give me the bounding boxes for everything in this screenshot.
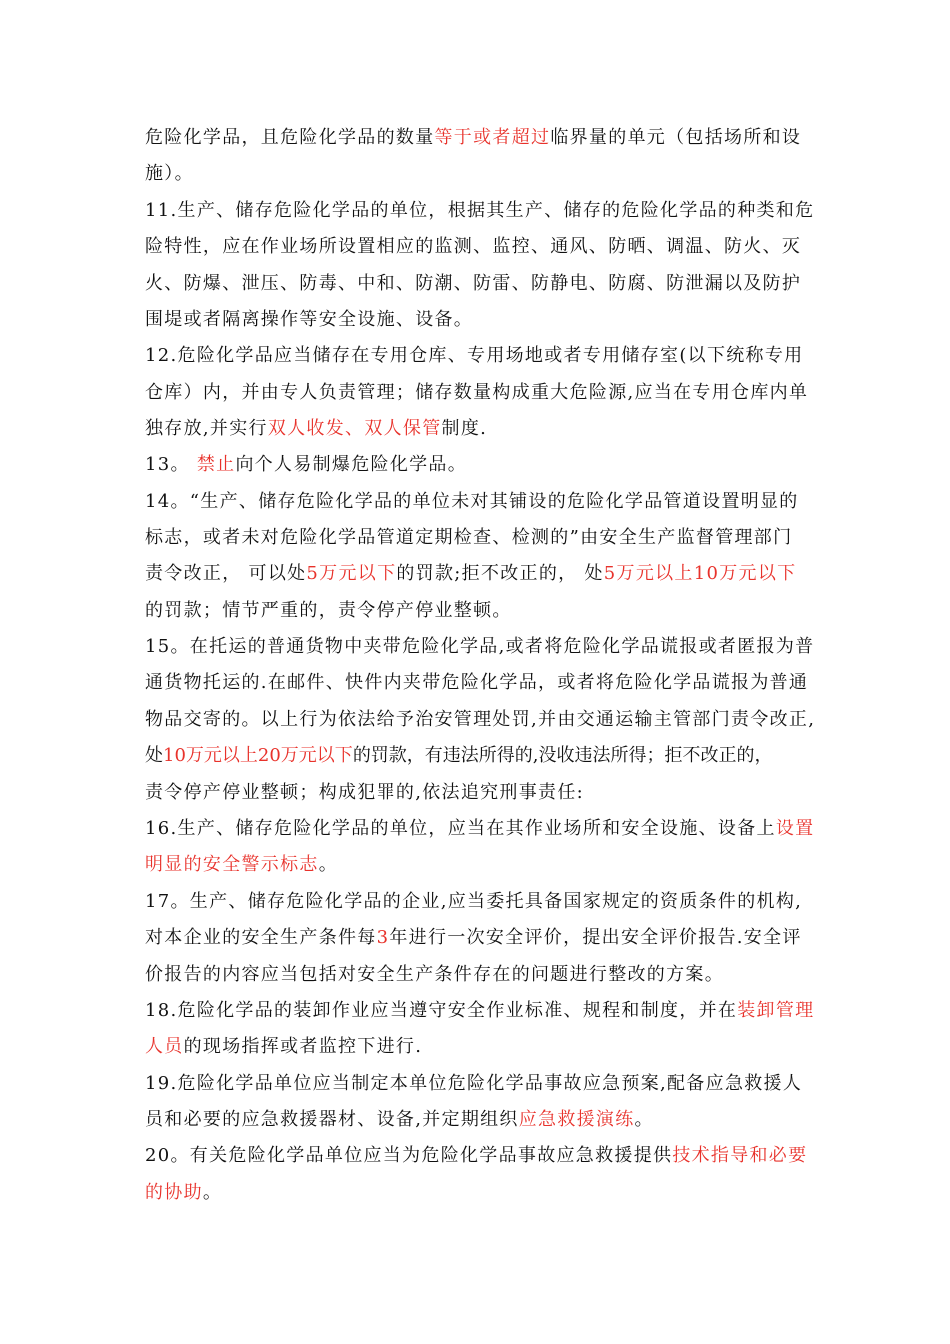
text-line [145, 1141, 817, 1171]
text-line [145, 668, 817, 698]
text-segment: 14。“生产、储存危险化学品的单位未对其铺设的危险化学品管道设置明显的 [145, 491, 799, 512]
text-segment: 危险化学品，且危险化学品的数量 [145, 127, 435, 148]
text-line [145, 378, 817, 408]
text-segment: 的罚款；情节严重的，责令停产停业整顿。 [145, 600, 512, 621]
text-line [145, 1032, 817, 1062]
text-segment: 20。有关危险化学品单位应当为危险化学品事故应急救援提供 [145, 1145, 673, 1166]
text-segment: 18.危险化学品的装卸作业应当遵守安全作业标准、规程和制度，并在 [145, 1000, 738, 1021]
text-segment: 。 [202, 1182, 223, 1203]
text-segment: 的现场指挥或者监控下进行. [183, 1036, 423, 1057]
highlighted-text: 人员 [145, 1036, 184, 1057]
highlighted-text: 等于或者超过 [434, 127, 551, 148]
text-segment: 独存放,并实行 [145, 418, 268, 439]
highlighted-text: 技术指导和必要 [672, 1145, 808, 1166]
highlighted-text: 3 [376, 927, 390, 948]
text-line [145, 741, 817, 771]
text-line [145, 632, 817, 662]
text-segment: 的罚款;拒不改正的， 处 [396, 563, 604, 584]
highlighted-text: 的协助 [145, 1182, 203, 1203]
text-line [145, 341, 817, 371]
text-line [145, 923, 817, 953]
text-segment: 责令停产停业整顿；构成犯罪的,依法追究刑事责任: [145, 782, 584, 803]
text-segment: 临界量的单元（包括场所和设 [550, 127, 802, 148]
text-segment: 15。在托运的普通货物中夹带危险化学品,或者将危险化学品谎报或者匿报为普 [145, 636, 815, 657]
text-line [145, 196, 817, 226]
text-line [145, 887, 817, 917]
text-line [145, 778, 817, 808]
text-segment: 标志，或者未对危险化学品管道定期检查、检测的”由安全生产监督管理部门 [145, 527, 793, 548]
text-segment: 。 [634, 1109, 654, 1130]
highlighted-text: 明显的安全警示标志 [145, 854, 319, 875]
text-segment: 11.生产、储存危险化学品的单位，根据其生产、储存的危险化学品的种类和危 [145, 200, 815, 221]
highlighted-text: 5万元以上10万元以下 [603, 563, 797, 584]
text-line [145, 1069, 817, 1099]
text-segment: 险特性，应在作业场所设置相应的监测、监控、通风、防晒、调温、防火、灭 [145, 236, 802, 257]
text-line [145, 1105, 817, 1135]
text-segment: 施）。 [145, 163, 194, 184]
text-line [145, 414, 817, 444]
text-line [145, 814, 817, 844]
text-segment: 仓库）内，并由专人负责管理；储存数量构成重大危险源,应当在专用仓库内单 [145, 382, 809, 403]
text-segment: 年进行一次安全评价，提出安全评价报告.安全评 [389, 927, 802, 948]
text-line [145, 559, 817, 589]
text-segment: 责令改正， 可以处 [145, 563, 307, 584]
highlighted-text: 设置 [775, 818, 815, 839]
text-line [145, 705, 817, 735]
highlighted-text: 装卸管理 [737, 1000, 815, 1021]
text-line [145, 960, 817, 990]
text-segment: 13。 [145, 454, 197, 475]
text-line [145, 450, 817, 480]
highlighted-text: 应急救援演练 [518, 1109, 635, 1130]
text-line [145, 523, 817, 553]
text-line [145, 305, 817, 335]
text-segment: 围堤或者隔离操作等安全设施、设备。 [145, 309, 474, 330]
text-line [145, 596, 817, 626]
text-line [145, 123, 817, 153]
text-segment: 处 [145, 745, 163, 766]
text-segment: 16.生产、储存危险化学品的单位，应当在其作业场所和安全设施、设备上 [145, 818, 776, 839]
text-segment: 火、防爆、泄压、防毒、中和、防潮、防雷、防静电、防腐、防泄漏以及防护 [145, 273, 802, 294]
text-segment: 12.危险化学品应当储存在专用仓库、专用场地或者专用储存室(以下统称专用 [145, 345, 804, 366]
text-segment: 制度. [441, 418, 488, 439]
text-segment: 19.危险化学品单位应当制定本单位危险化学品事故应急预案,配备应急救援人 [145, 1073, 803, 1094]
text-line [145, 1178, 817, 1208]
text-segment: 的罚款，有违法所得的,没收违法所得；拒不改正的， [352, 745, 773, 766]
text-line [145, 159, 817, 189]
text-segment: 向个人易制爆危险化学品。 [235, 454, 468, 475]
highlighted-text: 双人收发、双人保管 [267, 418, 442, 439]
text-line [145, 269, 817, 299]
text-line [145, 996, 817, 1026]
highlighted-text: 5万元以下 [306, 563, 397, 584]
text-line [145, 487, 817, 517]
text-line [145, 232, 817, 262]
highlighted-text: 禁止 [196, 454, 236, 475]
text-segment: 17。生产、储存危险化学品的企业,应当委托具备国家规定的资质条件的机构, [145, 891, 803, 912]
text-segment: 对本企业的安全生产条件每 [145, 927, 377, 948]
text-segment: 通货物托运的.在邮件、快件内夹带危险化学品，或者将危险化学品谎报为普通 [145, 672, 809, 693]
highlighted-text: 10万元以上20万元以下 [163, 745, 353, 766]
text-segment: 价报告的内容应当包括对安全生产条件存在的问题进行整改的方案。 [145, 964, 724, 985]
text-segment: 员和必要的应急救援器材、设备,并定期组织 [145, 1109, 519, 1130]
text-line [145, 850, 817, 880]
text-segment: 物品交寄的。以上行为依法给予治安管理处罚,并由交通运输主管部门责令改正, [145, 709, 816, 730]
text-segment: 。 [318, 854, 339, 875]
